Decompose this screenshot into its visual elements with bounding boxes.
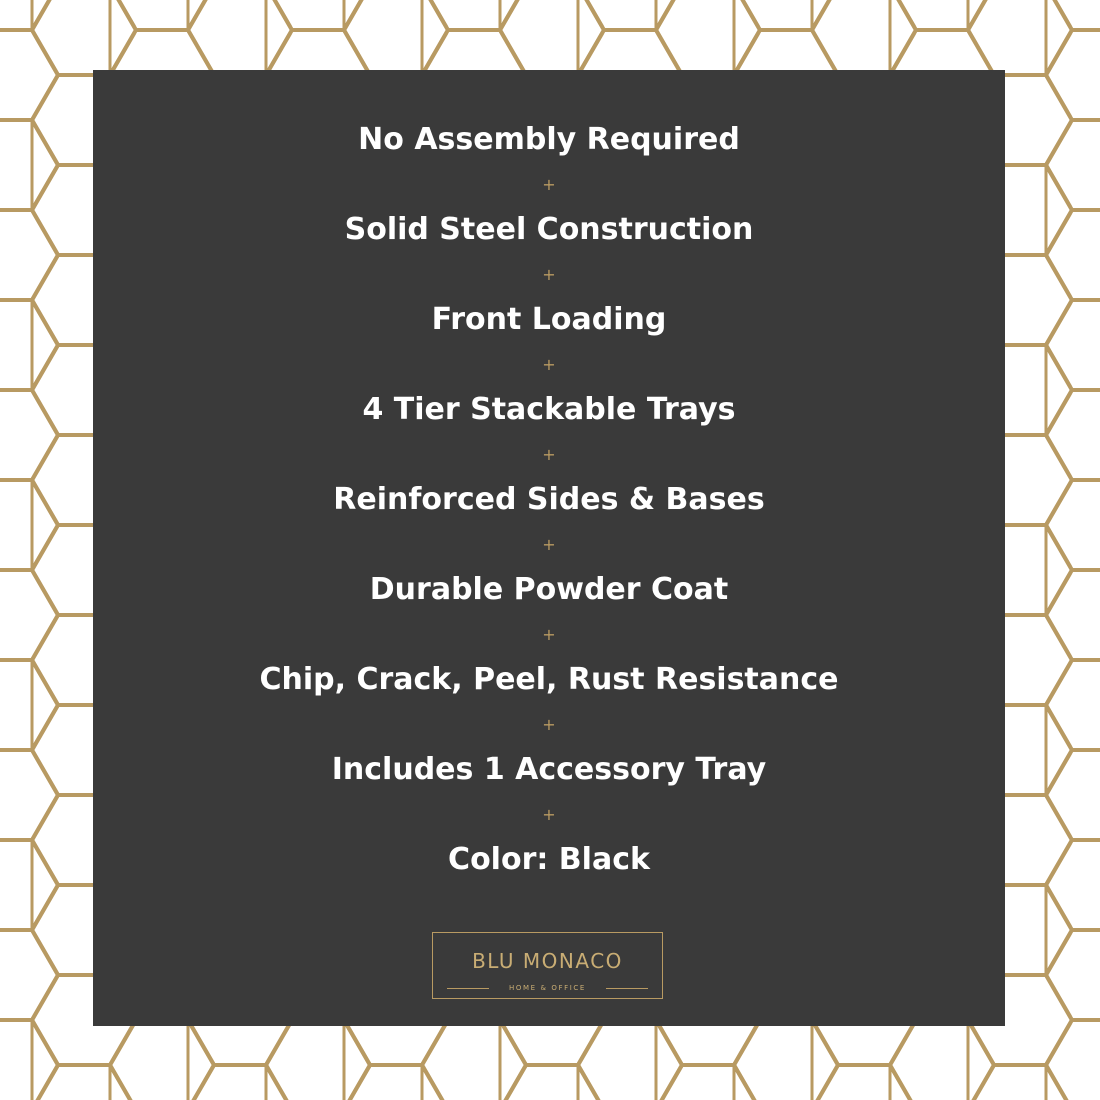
feature-list [93,70,1005,900]
feature-item: 4 Tier Stackable Trays [362,392,736,427]
plus-separator-icon: + [542,445,556,464]
plus-separator-icon: + [542,175,556,194]
feature-item: Includes 1 Accessory Tray [331,752,767,787]
feature-item: Color: Black [448,842,650,877]
plus-separator-icon: + [542,805,556,824]
plus-separator-icon: + [542,355,556,374]
feature-item: Reinforced Sides & Bases [333,482,765,517]
feature-item: Chip, Crack, Peel, Rust Resistance [259,662,839,697]
tagline-rule-right [606,988,648,989]
feature-item: Durable Powder Coat [369,572,729,607]
plus-separator-icon: + [542,265,556,284]
brand-tagline-row [433,981,662,995]
feature-item: Solid Steel Construction [344,212,754,247]
feature-item: No Assembly Required [358,122,740,157]
plus-separator-icon: + [542,625,556,644]
features-panel [93,70,1005,1026]
brand-tagline: HOME & OFFICE [509,984,586,992]
plus-separator-icon: + [542,715,556,734]
brand-logo [432,932,663,999]
plus-separator-icon: + [542,535,556,554]
feature-item: Front Loading [431,302,667,337]
brand-name: BLU MONACO [472,949,623,973]
